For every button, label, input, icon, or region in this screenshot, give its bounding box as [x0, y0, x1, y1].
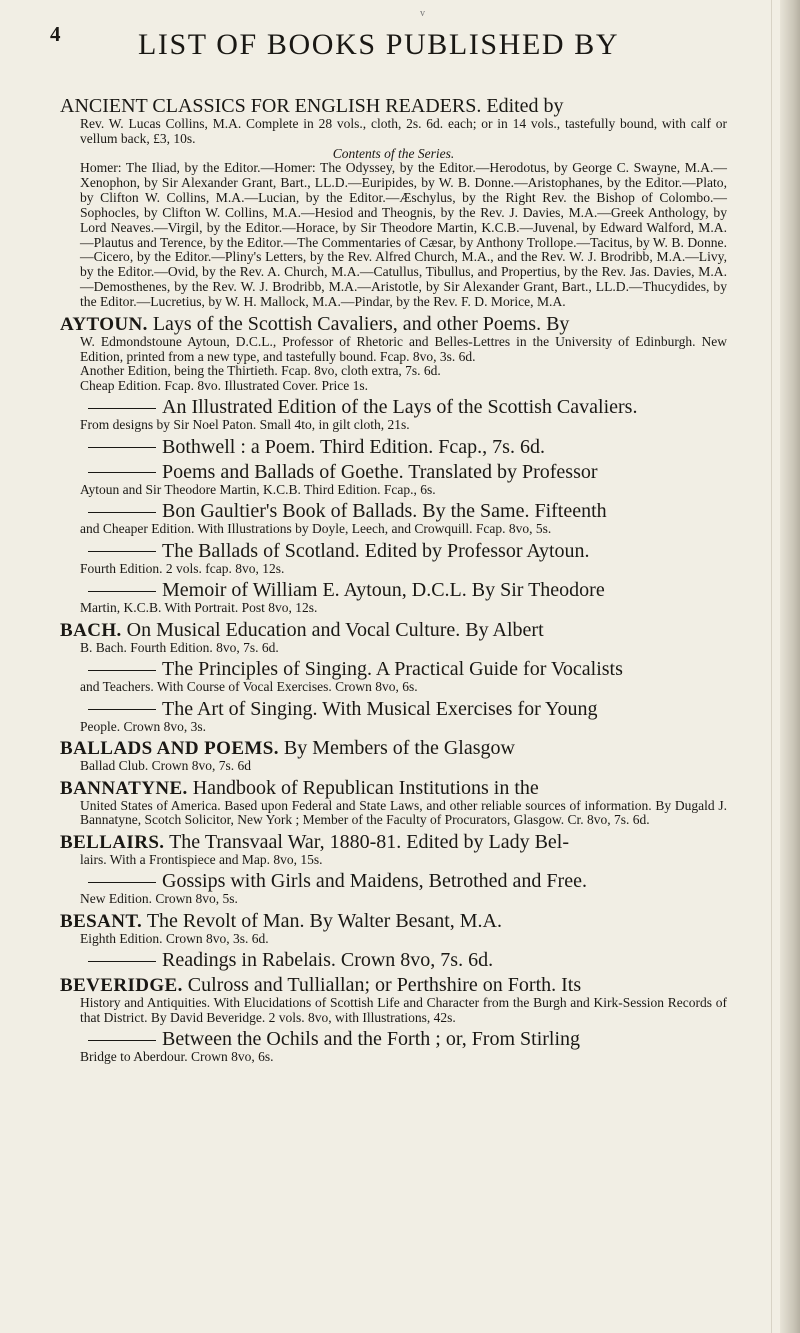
- entry-description: Aytoun and Sir Theodore Martin, K.C.B. Third Edition. Fcap., 6s.: [80, 481, 436, 497]
- catalogue-entry: [60, 96, 727, 310]
- catalogue-entry: [60, 832, 727, 868]
- catalogue-entry: [60, 911, 727, 947]
- series-contents: Homer: The Iliad, by the Editor.—Homer: The Odyssey, by the Editor.—Herodotus, by George C. Swayne, M.A.—Xenophon, by Sir Alexander Grant, Bart., LL.D.—Euripides, by W. B. Donne.—Aristophanes, by the Editor.—Plato, by Clifton W. Collins, M.A.—Lucian, by the Editor.—Æschylus, by the Right Rev. the Bishop of Colombo.—Sophocles, by Clifton W. Collins, M.A.—Hesiod and Theognis, by the Rev. J. Davies, M.A.—Greek Anthology, by Lord Neaves.—Virgil, by the Editor.—Horace, by Sir Theodore Martin, K.C.B.—Juvenal, by Edward Walford, M.A.—Plautus and Terence, by the Editor.—The Commentaries of Cæsar, by Anthony Trollope.—Tacitus, by W. B. Donne.—Cicero, by the Editor.—Pliny's Letters, by the Rev. Alfred Church, M.A., and the Rev. W. J. Brodribb, M.A.—Livy, by the Editor.—Ovid, by the Rev. A. Church, M.A.—Catullus, Tibullus, and Propertius, by the Rev. Jas. Davies, M.A.—Demosthenes, by the Rev. W. J. Brodribb, M.A.—Aristotle, by Sir Alexander Grant, Bart., LL.D.—Thucydides, by the Editor.—Lucretius, by W. H. Mallock, M.A.—Pindar, by the Rev. F. D. Morice, M.A.: [80, 160, 727, 310]
- catalogue-entry: [60, 541, 727, 577]
- entry-description: History and Antiquities. With Elucidations of Scottish Life and Character from the Burgh and Kirk-Session Records of that District. By David Beveridge. 2 vols. 8vo, with Illustrations, 42s.: [80, 995, 727, 1025]
- entry-heading: [60, 911, 727, 932]
- entry-heading: [60, 96, 727, 117]
- entry-heading: [60, 659, 727, 680]
- entry-description: Ballad Club. Crown 8vo, 7s. 6d: [80, 758, 251, 774]
- entry-description: Another Edition, being the Thirtieth. Fcap. 8vo, cloth extra, 7s. 6d.: [80, 363, 441, 379]
- entry-title: An Illustrated Edition of the Lays of the Scottish Cavaliers.: [162, 396, 638, 419]
- entry-description: and Teachers. With Course of Vocal Exercises. Crown 8vo, 6s.: [80, 679, 418, 695]
- entry-heading: [60, 738, 727, 759]
- entry-heading: [60, 580, 727, 601]
- entry-description: United States of America. Based upon Federal and State Laws, and other reliable sources of information. By Dugald J. Bannatyne, Scotch Solicitor, New York ; Member of the Faculty of Procurators, Glasgow. Cr. 8vo, 7s. 6d.: [80, 797, 727, 828]
- entry-heading: [60, 541, 727, 562]
- ditto-rule: [88, 408, 156, 409]
- entry-heading: [60, 871, 727, 892]
- entry-heading: [60, 778, 727, 799]
- page-number: 4: [50, 22, 61, 46]
- catalogue-entry: [60, 397, 727, 433]
- entry-heading: [60, 699, 727, 720]
- entry-title: Gossips with Girls and Maidens, Betrothed and Free.: [162, 870, 587, 893]
- catalogue-entry: [60, 1029, 727, 1065]
- entry-title: The Transvaal War, 1880-81. Edited by Lady Bel-: [169, 830, 570, 853]
- ditto-rule: [88, 447, 156, 448]
- entry-description: Rev. W. Lucas Collins, M.A. Complete in 28 vols., cloth, 2s. 6d. each; or in 14 vols., tastefully bound, with calf or vellum back, £3, 10s.: [80, 116, 727, 146]
- catalogue-entry: [60, 580, 727, 616]
- ditto-rule: [88, 670, 156, 671]
- entry-title: On Musical Education and Vocal Culture. By Albert: [126, 618, 544, 641]
- entry-author: BELLAIRS.: [60, 831, 165, 853]
- entry-author: AYTOUN.: [60, 314, 148, 336]
- entry-title: Lays of the Scottish Cavaliers, and other Poems. By: [152, 313, 570, 336]
- entry-heading: [60, 397, 727, 418]
- catalogue-entry: [60, 659, 727, 695]
- entry-description: People. Crown 8vo, 3s.: [80, 718, 206, 734]
- catalogue-entry: [60, 437, 727, 458]
- entry-description: lairs. With a Frontispiece and Map. 8vo, 15s.: [80, 851, 323, 867]
- ditto-rule: [88, 591, 156, 592]
- page-edge-line: [771, 0, 772, 1333]
- entry-description: New Edition. Crown 8vo, 5s.: [80, 891, 238, 907]
- entry-heading: [60, 437, 727, 458]
- entry-title: Poems and Ballads of Goethe. Translated by Professor: [162, 460, 598, 483]
- entry-author: BALLADS AND POEMS.: [60, 738, 279, 760]
- catalogue-entry: [60, 975, 727, 1025]
- entry-title: By Members of the Glasgow: [283, 737, 515, 760]
- catalogue-entry: [60, 871, 727, 907]
- entry-description: W. Edmondstoune Aytoun, D.C.L., Professor of Rhetoric and Belles-Lettres in the University of Edinburgh. New Edition, printed from a new type, and tastefully bound. Fcap. 8vo, 3s. 6d.: [80, 334, 727, 364]
- entry-series-title: ANCIENT CLASSICS FOR ENGLISH READERS. Edited by: [60, 95, 564, 117]
- entry-author: BANNATYNE.: [60, 777, 188, 799]
- catalogue-entry: [60, 462, 727, 498]
- entry-description: Bridge to Aberdour. Crown 8vo, 6s.: [80, 1049, 274, 1065]
- entry-description: From designs by Sir Noel Paton. Small 4to, in gilt cloth, 21s.: [80, 417, 410, 433]
- entry-author: BACH.: [60, 619, 122, 641]
- entry-description: and Cheaper Edition. With Illustrations by Doyle, Leech, and Crowquill. Fcap. 8vo, 5s.: [80, 521, 552, 537]
- entry-title: Culross and Tulliallan; or Perthshire on Forth. Its: [187, 974, 582, 997]
- entry-title: Handbook of Republican Institutions in the: [192, 776, 539, 799]
- entry-author: BESANT.: [60, 910, 143, 932]
- page-edge-shadow: [780, 0, 800, 1333]
- ditto-rule: [88, 551, 156, 552]
- ditto-rule: [88, 1040, 156, 1041]
- catalogue-entry: [60, 699, 727, 735]
- ditto-rule: [88, 512, 156, 513]
- entry-title: The Principles of Singing. A Practical Guide for Vocalists: [162, 658, 623, 681]
- entry-heading: [60, 620, 727, 641]
- top-mark: v: [420, 8, 425, 19]
- catalogue-entry: [60, 501, 727, 537]
- entry-heading: [60, 950, 727, 971]
- ditto-rule: [88, 961, 156, 962]
- entry-heading: [60, 501, 727, 522]
- entry-heading: [60, 1029, 727, 1050]
- ditto-rule: [88, 472, 156, 473]
- entry-description: Martin, K.C.B. With Portrait. Post 8vo, 12s.: [80, 600, 318, 616]
- entry-author: BEVERIDGE.: [60, 975, 183, 997]
- entry-title: The Art of Singing. With Musical Exercises for Young: [162, 697, 598, 720]
- entry-heading: [60, 314, 727, 335]
- entry-description: B. Bach. Fourth Edition. 8vo, 7s. 6d.: [80, 639, 279, 655]
- entry-heading: [60, 832, 727, 853]
- entry-title: Between the Ochils and the Forth ; or, From Stirling: [162, 1028, 581, 1051]
- entry-description: Cheap Edition. Fcap. 8vo. Illustrated Cover. Price 1s.: [80, 377, 368, 393]
- catalogue-entry: [60, 778, 727, 828]
- entry-title: Memoir of William E. Aytoun, D.C.L. By Sir Theodore: [162, 579, 605, 602]
- catalogue-entry: [60, 314, 727, 393]
- entry-title: The Revolt of Man. By Walter Besant, M.A.: [146, 909, 502, 932]
- entry-description: Eighth Edition. Crown 8vo, 3s. 6d.: [80, 930, 269, 946]
- entry-heading: [60, 462, 727, 483]
- entry-title: Bothwell : a Poem. Third Edition. Fcap., 7s. 6d.: [162, 435, 545, 458]
- running-head: LIST OF BOOKS PUBLISHED BY: [138, 28, 620, 61]
- catalogue-entry: [60, 620, 727, 656]
- contents-label: Contents of the Series.: [332, 146, 455, 161]
- entry-heading: [60, 975, 727, 996]
- ditto-rule: [88, 882, 156, 883]
- entry-title: Readings in Rabelais. Crown 8vo, 7s. 6d.: [162, 949, 494, 972]
- catalogue-entry: [60, 738, 727, 774]
- entry-title: The Ballads of Scotland. Edited by Professor Aytoun.: [162, 539, 590, 562]
- catalogue-entry: [60, 950, 727, 971]
- catalogue-entries: [60, 96, 727, 1069]
- entry-title: Bon Gaultier's Book of Ballads. By the Same. Fifteenth: [162, 500, 607, 523]
- ditto-rule: [88, 709, 156, 710]
- entry-description: Fourth Edition. 2 vols. fcap. 8vo, 12s.: [80, 560, 285, 576]
